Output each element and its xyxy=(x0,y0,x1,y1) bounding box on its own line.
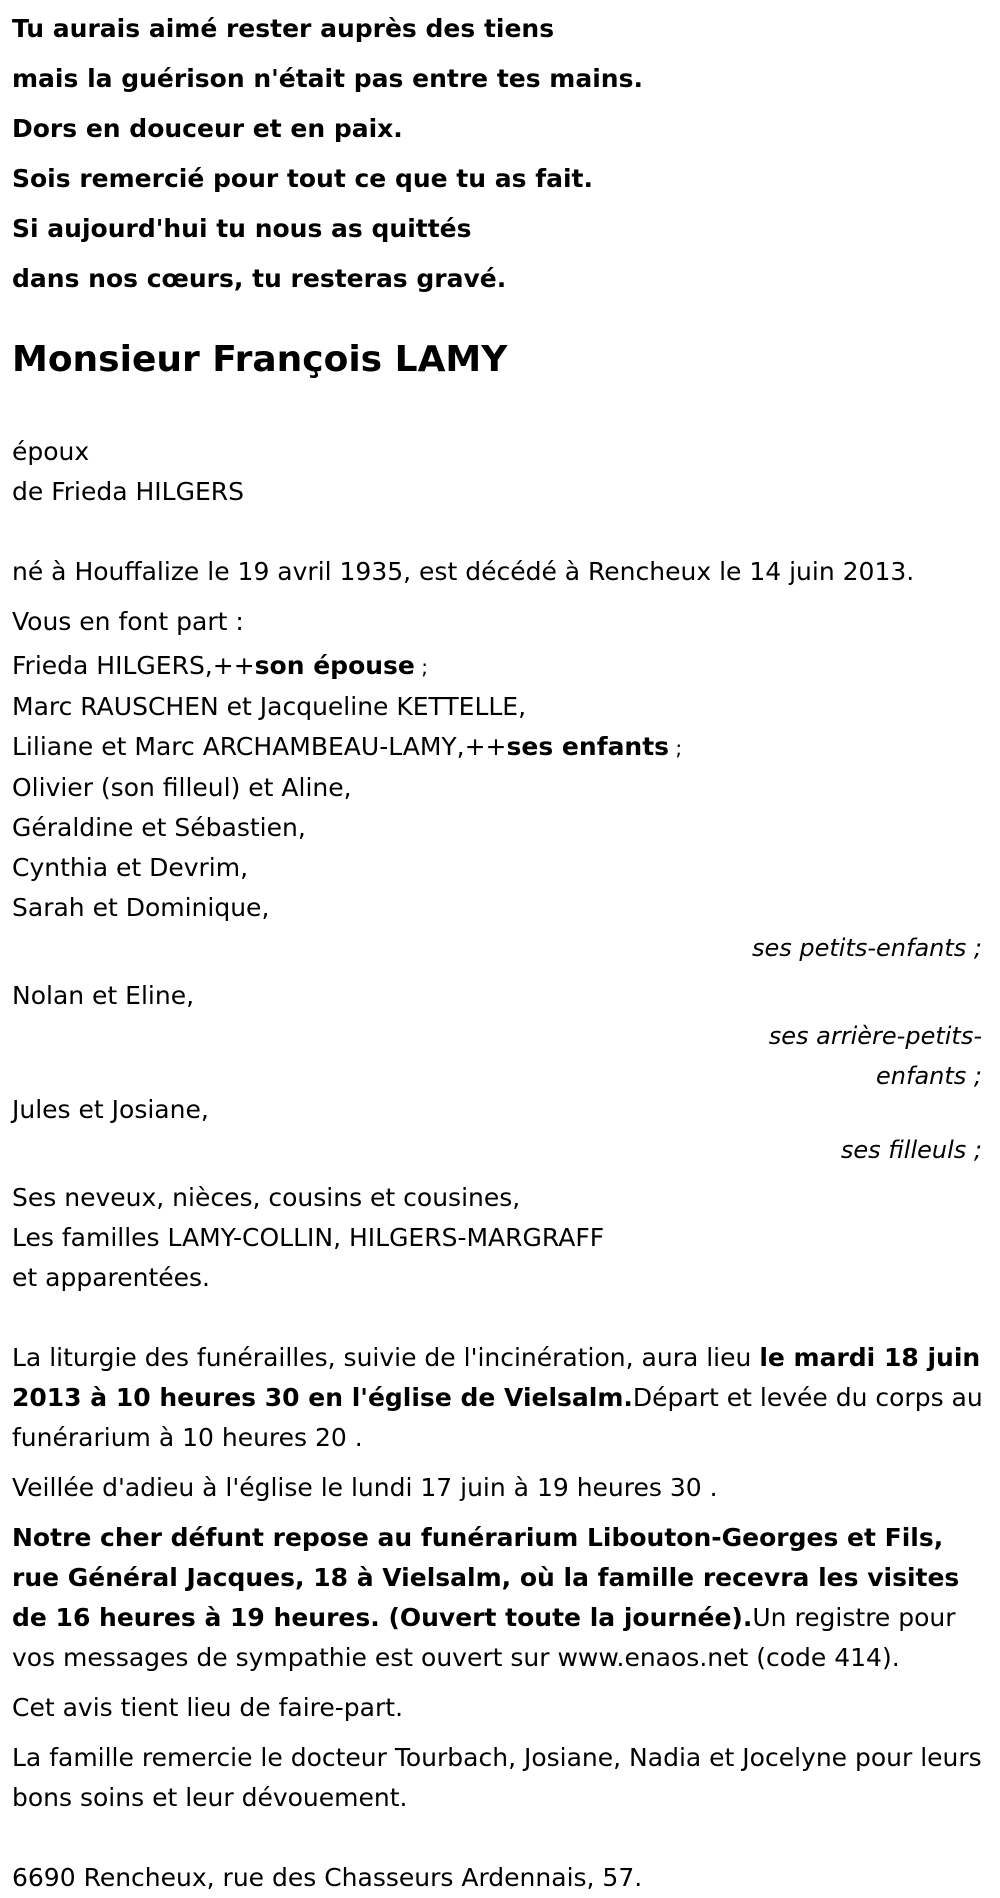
notice-text: Cet avis tient lieu de faire-part. xyxy=(12,1693,404,1722)
family-great-grandchild: Nolan et Eline, xyxy=(12,981,195,1010)
spouse-block xyxy=(12,432,988,512)
ceremony-departure: Départ et levée du corps au funérarium à 10 heures 20 . xyxy=(12,1383,983,1452)
family-grandchild: Cynthia et Devrim, xyxy=(12,853,249,882)
family-others: et apparentées. xyxy=(12,1263,210,1292)
family-grandchild: Olivier (son filleul) et Aline, xyxy=(12,773,352,802)
family-children-role: ses enfants xyxy=(506,732,670,761)
spouse-line-2: de Frieda HILGERS xyxy=(12,477,245,506)
great-grandchildren-role-1: ses arrière-petits- xyxy=(768,1022,982,1050)
family-others: Ses neveux, nièces, cousins et cousines, xyxy=(12,1183,521,1212)
ceremony-intro: La liturgie des funérailles, suivie de l'incinération, aura lieu xyxy=(12,1343,760,1372)
family-godchild: Jules et Josiane, xyxy=(12,1095,209,1124)
family-spouse-line xyxy=(12,646,988,687)
announcers-intro: Vous en font part : xyxy=(12,607,244,636)
rest-location: Notre cher défunt repose au funérarium Libouton-Georges et Fils, rue Général Jacques, 18 à Vielsalm, où la famille recevra les visites de 16 heures à 19 heures. (Ouvert toute la journée). xyxy=(12,1523,960,1632)
poem-line: Tu aurais aimé rester auprès des tiens xyxy=(12,14,555,43)
poem-line: dans nos cœurs, tu resteras gravé. xyxy=(12,264,507,293)
ceremony-date: le mardi 18 juin 2013 à 10 heures 30 en l'église de Vielsalm. xyxy=(12,1343,981,1412)
thanks-text: La famille remercie le docteur Tourbach, Josiane, Nadia et Jocelyne pour leurs bons soins et leur dévouement. xyxy=(12,1743,982,1812)
family-others: Les familles LAMY-COLLIN, HILGERS-MARGRAFF xyxy=(12,1223,605,1252)
spouse-line-1: époux xyxy=(12,437,90,466)
family-child: Liliane et Marc ARCHAMBEAU-LAMY,++ xyxy=(12,732,507,761)
address-text: 6690 Rencheux, rue des Chasseurs Ardennais, 57. xyxy=(12,1863,643,1892)
birth-death-text: né à Houffalize le 19 avril 1935, est décédé à Rencheux le 14 juin 2013. xyxy=(12,557,915,586)
poem-line: Si aujourd'hui tu nous as quittés xyxy=(12,214,472,243)
deceased-name: Monsieur François LAMY xyxy=(12,339,508,380)
family-list xyxy=(12,646,988,1298)
godchildren-role: ses filleuls ; xyxy=(840,1136,982,1164)
family-child: Marc RAUSCHEN et Jacqueline KETTELLE, xyxy=(12,692,527,721)
poem-line: Sois remercié pour tout ce que tu as fait. xyxy=(12,164,593,193)
family-grandchild: Sarah et Dominique, xyxy=(12,893,270,922)
family-children-line xyxy=(12,727,988,768)
family-spouse-role: son épouse xyxy=(254,651,415,680)
vigil-text: Veillée d'adieu à l'église le lundi 17 juin à 19 heures 30 . xyxy=(12,1473,718,1502)
ceremony-text xyxy=(12,1338,988,1458)
rest-text xyxy=(12,1518,988,1678)
family-grandchild: Géraldine et Sébastien, xyxy=(12,813,306,842)
grandchildren-role: ses petits-enfants ; xyxy=(751,934,982,962)
rest-register: Un registre pour vos messages de sympathie est ouvert sur www.enaos.net (code 414). xyxy=(12,1603,956,1672)
poem xyxy=(12,4,988,304)
great-grandchildren-role-2: enfants ; xyxy=(876,1062,982,1090)
poem-line: Dors en douceur et en paix. xyxy=(12,114,403,143)
family-children-sep: ; xyxy=(669,736,683,760)
family-spouse-name: Frieda HILGERS,++ xyxy=(12,651,255,680)
poem-line: mais la guérison n'était pas entre tes mains. xyxy=(12,64,643,93)
family-spouse-sep: ; xyxy=(414,655,428,679)
